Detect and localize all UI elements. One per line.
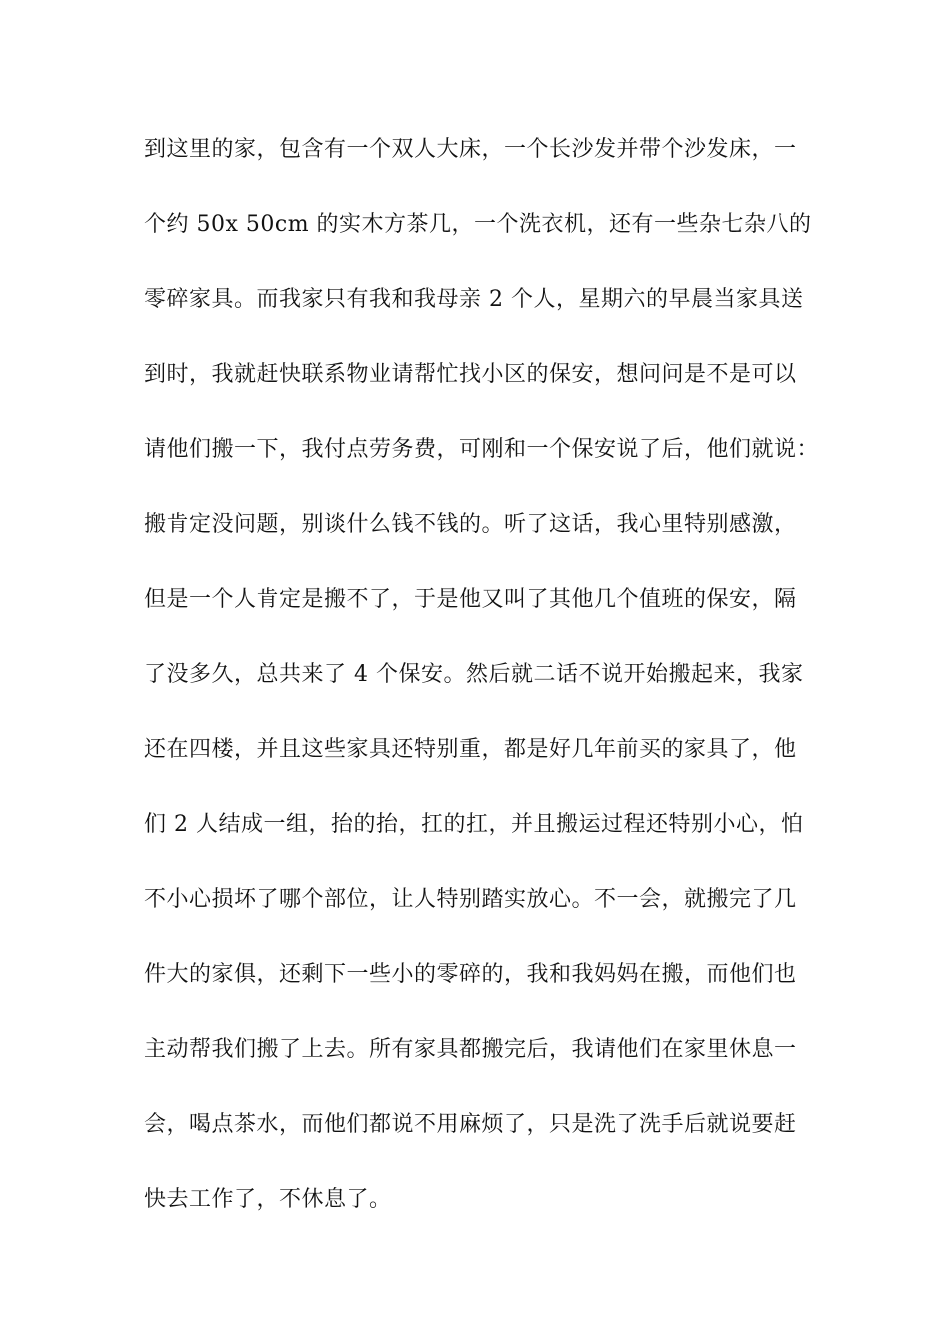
text-line: 搬肯定没问题，别谈什么钱不钱的。听了这话，我心里特别感激， — [144, 512, 797, 537]
text-line: 到这里的家，包含有一个双人大床，一个长沙发并带个沙发床，一 — [144, 137, 797, 162]
text-line: 主动帮我们搬了上去。所有家具都搬完后，我请他们在家里休息一 — [144, 1037, 797, 1062]
text-line: 了没多久，总共来了 4 个保安。然后就二话不说开始搬起来，我家 — [144, 662, 804, 687]
text-line: 件大的家俱，还剩下一些小的零碎的，我和我妈妈在搬，而他们也 — [144, 962, 797, 987]
text-line: 到时，我就赶快联系物业请帮忙找小区的保安，想问问是不是可以 — [144, 362, 797, 387]
text-line: 请他们搬一下，我付点劳务费，可刚和一个保安说了后，他们就说： — [144, 437, 820, 462]
text-line: 们 2 人结成一组，抬的抬，扛的扛，并且搬运过程还特别小心，怕 — [144, 812, 804, 837]
text-line: 快去工作了，不休息了。 — [144, 1187, 392, 1212]
text-line: 零碎家具。而我家只有我和我母亲 2 个人，星期六的早晨当家具送 — [144, 287, 804, 312]
text-line: 会，喝点茶水，而他们都说不用麻烦了，只是洗了洗手后就说要赶 — [144, 1112, 797, 1137]
text-line: 不小心损坏了哪个部位，让人特别踏实放心。不一会，就搬完了几 — [144, 887, 797, 912]
text-line: 但是一个人肯定是搬不了，于是他又叫了其他几个值班的保安，隔 — [144, 587, 797, 612]
text-line: 个约 50x 50cm 的实木方茶几，一个洗衣机，还有一些杂七杂八的 — [144, 212, 812, 237]
text-line: 还在四楼，并且这些家具还特别重，都是好几年前买的家具了，他 — [144, 737, 797, 762]
